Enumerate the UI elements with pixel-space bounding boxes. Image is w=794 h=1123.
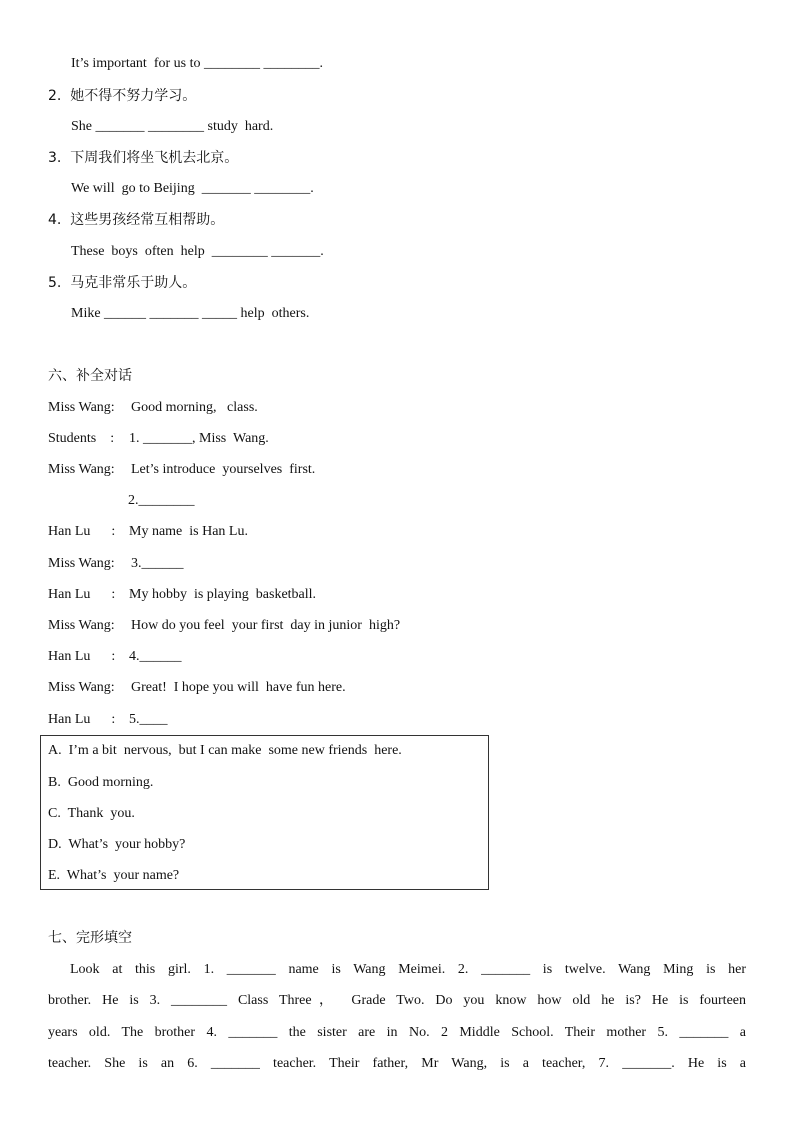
dialogue-text: 5.____ — [129, 712, 168, 727]
s5-answer-2: She _______ ________ study hard. — [71, 119, 274, 134]
cloze-line-2: brother. He is 3. ________ Class Three， Grade Two. Do you know how old he is? He is fourteen — [48, 993, 746, 1008]
dialogue-text: Great! I hope you will have fun here. — [131, 680, 346, 695]
option-a: A. I’m a bit nervous, but I can make some new friends here. — [48, 743, 402, 758]
section6-title: 六、补全对话 — [48, 368, 132, 384]
dialogue-speaker: Han Lu : — [48, 587, 116, 602]
s5-question-4: 4. 这些男孩经常互相帮助。 — [48, 212, 225, 228]
dialogue-text: Let’s introduce yourselves first. — [131, 462, 316, 477]
dialogue-text: How do you feel your first day in junior high? — [131, 618, 401, 633]
dialogue-text: 4.______ — [129, 649, 182, 664]
dialogue-speaker: Miss Wang: — [48, 618, 115, 633]
dialogue-text: 1. _______, Miss Wang. — [129, 431, 269, 446]
s5-question-3: 3. 下周我们将坐飞机去北京。 — [48, 150, 239, 166]
option-d: D. What’s your hobby? — [48, 837, 186, 852]
dialogue-text: My hobby is playing basketball. — [129, 587, 317, 602]
s5-question-2: 2. 她不得不努力学习。 — [48, 88, 197, 104]
dialogue-speaker: Miss Wang: — [48, 680, 115, 695]
dialogue-speaker: Miss Wang: — [48, 462, 115, 477]
dialogue-text: My name is Han Lu. — [129, 524, 248, 539]
s5-answer-4: These boys often help ________ _______. — [71, 244, 324, 259]
cloze-line-1: Look at this girl. 1. _______ name is Wang Meimei. 2. _______ is twelve. Wang Ming is her — [70, 962, 746, 977]
dialogue-speaker: Miss Wang: — [48, 556, 115, 571]
dialogue-speaker: Han Lu : — [48, 649, 116, 664]
dialogue-text: Good morning, class. — [131, 400, 258, 415]
s5-line-1: It’s important for us to ________ ________. — [71, 56, 323, 71]
section7-title: 七、完形填空 — [48, 930, 132, 946]
dialogue-speaker: Han Lu : — [48, 712, 116, 727]
s5-question-5: 5. 马克非常乐于助人。 — [48, 275, 197, 291]
option-e: E. What’s your name? — [48, 868, 180, 883]
option-b: B. Good morning. — [48, 775, 154, 790]
dialogue-text: 3.______ — [131, 556, 184, 571]
option-c: C. Thank you. — [48, 806, 135, 821]
cloze-line-4: teacher. She is an 6. _______ teacher. Their father, Mr Wang, is a teacher, 7. _______. He is a — [48, 1056, 746, 1071]
s5-answer-3: We will go to Beijing _______ ________. — [71, 181, 314, 196]
dialogue-speaker: Han Lu : — [48, 524, 116, 539]
cloze-line-3: years old. The brother 4. _______ the sister are in No. 2 Middle School. Their mother 5. _______ a — [48, 1025, 746, 1040]
dialogue-speaker: Students : — [48, 431, 115, 446]
s5-answer-5: Mike ______ _______ _____ help others. — [71, 306, 310, 321]
dialogue-speaker: Miss Wang: — [48, 400, 115, 415]
dialogue-text: 2.________ — [128, 493, 195, 508]
